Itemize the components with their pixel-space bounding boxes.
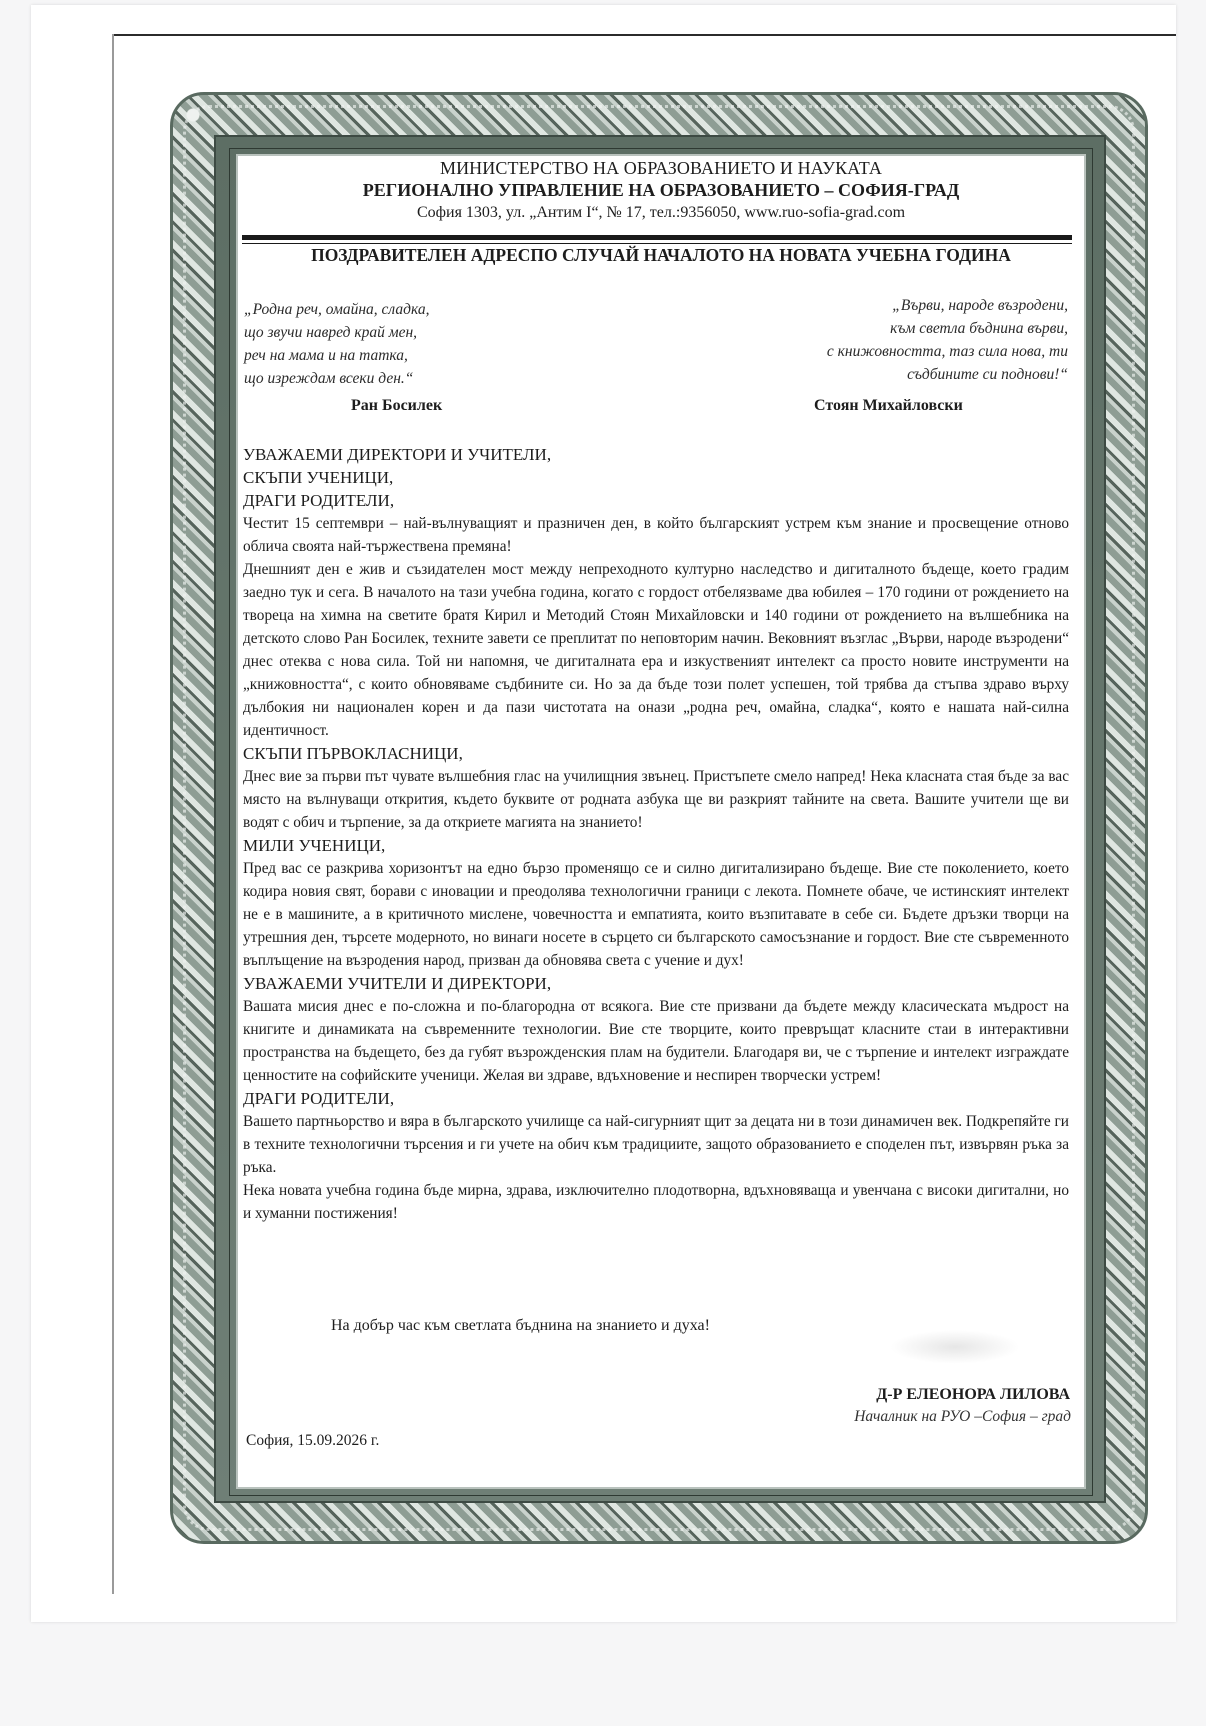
date-and-place: София, 15.09.2026 г.: [246, 1432, 380, 1449]
signatory-role: Началник на РУО –София – град: [854, 1408, 1071, 1425]
salutation: УВАЖАЕМИ ДИРЕКТОРИ И УЧИТЕЛИ,: [243, 445, 552, 464]
ministry-name: МИНИСТЕРСТВО НА ОБРАЗОВАНИЕТО И НАУКАТА: [439, 158, 883, 178]
regional-office-name: РЕГИОНАЛНО УПРАВЛЕНИЕ НА ОБРАЗОВАНИЕТО – СОФИЯ-ГРАД: [362, 180, 960, 200]
salutation: МИЛИ УЧЕНИЦИ,: [243, 836, 386, 855]
salutation: СКЪПИ ПЪРВОКЛАСНИЦИ,: [243, 744, 463, 763]
header-divider-thick: [242, 235, 1072, 240]
body-paragraph: Вашата мисия днес е по-сложна и по-благородна от всякога. Вие сте призвани да бъдете между класическата мъдрост на книгите и динамиката на съвременните технологии. Вие сте творците, които превръщат класните стаи в интерактивни пространства на бъдещето, без да губят възрожденския плам на будители. Благодаря ви, че с търпение и интелект изграждате ценностите на софийските ученици. Желая ви здраве, вдъхновение и неспирен творчески устрем!: [243, 998, 1069, 1084]
epigraph-left-line: реч на мама и на татка,: [244, 347, 408, 364]
epigraph-right-author: Стоян Михайловски: [814, 397, 963, 414]
salutation: ДРАГИ РОДИТЕЛИ,: [243, 491, 395, 510]
epigraph-left-author: Ран Босилек: [351, 397, 443, 414]
epigraph-right-line: към светла бъднина върви,: [890, 320, 1068, 337]
scan-border-top: [112, 34, 1176, 36]
epigraph-left-line: „Родна реч, омайна, сладка,: [244, 301, 430, 318]
signatory-name: Д-Р ЕЛЕОНОРА ЛИЛОВА: [876, 1386, 1070, 1403]
body-paragraph: Пред вас се разкрива хоризонтът на едно бързо променящо се и силно дигитализирано бъдеще. Вие сте поколението, което кодира новия свят, борави с иновации и преодолява технологични граници с лекота. Помнете обаче, че истинският интелект не е в машините, а в критичното мислене, човечността и емпатията, които възпитавате в себе си. Бъдете дръзки творци на утрешния ден, търсете модерното, но винаги носете в сърцето си българското самосъзнание и гордост. Вие сте съвременното въплъщение на възродения народ, призван да обновява света с учение и дух!: [243, 860, 1069, 969]
document-title: ПОЗДРАВИТЕЛЕН АДРЕСПО СЛУЧАЙ НАЧАЛОТО НА НОВАТА УЧЕБНА ГОДИНА: [311, 245, 1011, 265]
epigraph-left-line: що изреждам всеки ден.“: [244, 370, 414, 387]
salutation: СКЪПИ УЧЕНИЦИ,: [243, 468, 394, 487]
epigraph-right-line: съдбините си поднови!“: [907, 366, 1068, 383]
epigraph-left-line: що звучи навред край мен,: [244, 324, 418, 341]
contact-info: София 1303, ул. „Антим I“, № 17, тел.:9356050, www.ruo-sofia-grad.com: [416, 204, 906, 221]
epigraph-left: [244, 298, 664, 390]
scan-border-left: [112, 34, 114, 1594]
epigraph-right-line: „Върви, народе възродени,: [892, 297, 1068, 314]
salutation: ДРАГИ РОДИТЕЛИ,: [243, 1089, 395, 1108]
body-paragraph: Честит 15 септември – най-вълнуващият и празничен ден, в който българският устрем към знание и просвещение отново облича своята най-тържествена премяна!: [243, 515, 1069, 555]
closing-line: На добър час към светлата бъднина на знанието и духа!: [331, 1317, 710, 1334]
epigraph-right-line: с книжовността, таз сила нова, ти: [826, 343, 1068, 360]
epigraph-right: [660, 294, 1068, 386]
body-paragraph: Днес вие за първи път чувате вълшебния глас на училищния звънец. Пристъпете смело напред! Нека класната стая бъде за вас място на вълнуващи открития, където буквите от родната азбука ще ви разкрият тайните на света. Вашите учители ще ви водят с обич и търпение, за да откриете магията на знанието!: [243, 768, 1069, 831]
body-paragraph: Днешният ден е жив и съзидателен мост между непреходното културно наследство и дигиталното бъдеще, което градим заедно тук и сега. В началото на тази учебна година, когато с гордост отбелязваме два юбилея – 170 години от рождението на твореца на химна на светите братя Кирил и Методий Стоян Михайловски и 140 години от рождението на вълшебника на детското слово Ран Босилек, техните завети се преплитат по неповторим начин. Вековният възглас „Върви, народе възродени“ днес отеква с нова сила. Той ни напомня, че дигиталната ера и изкуственият интелект са просто новите инструменти на „книжовността“, с които обновяваме съдбините си. Но за да бъде този полет успешен, той трябва да стъпва здраво върху дълбокия ни национален корен и да пази чистотата на онази „родна реч, омайна, сладка“, която е нашата най-силна идентичност.: [243, 561, 1069, 739]
signature-smudge: [890, 1330, 1020, 1364]
letter-body: [243, 443, 1069, 1225]
letterhead: [236, 158, 1086, 224]
salutation: УВАЖАЕМИ УЧИТЕЛИ И ДИРЕКТОРИ,: [243, 974, 552, 993]
body-paragraph: Вашето партньорство и вяра в българското училище са най-сигурният щит за децата ни в този динамичен век. Подкрепяйте ги в техните технологични търсения и ги учете на обич към традициите, защото образованието е споделен път, извървян ръка за ръка.: [243, 1113, 1069, 1176]
body-paragraph: Нека новата учебна година бъде мирна, здрава, изключително плодотворна, вдъхновяваща и увенчана с високи дигитални, но и хуманни постижения!: [243, 1182, 1069, 1222]
